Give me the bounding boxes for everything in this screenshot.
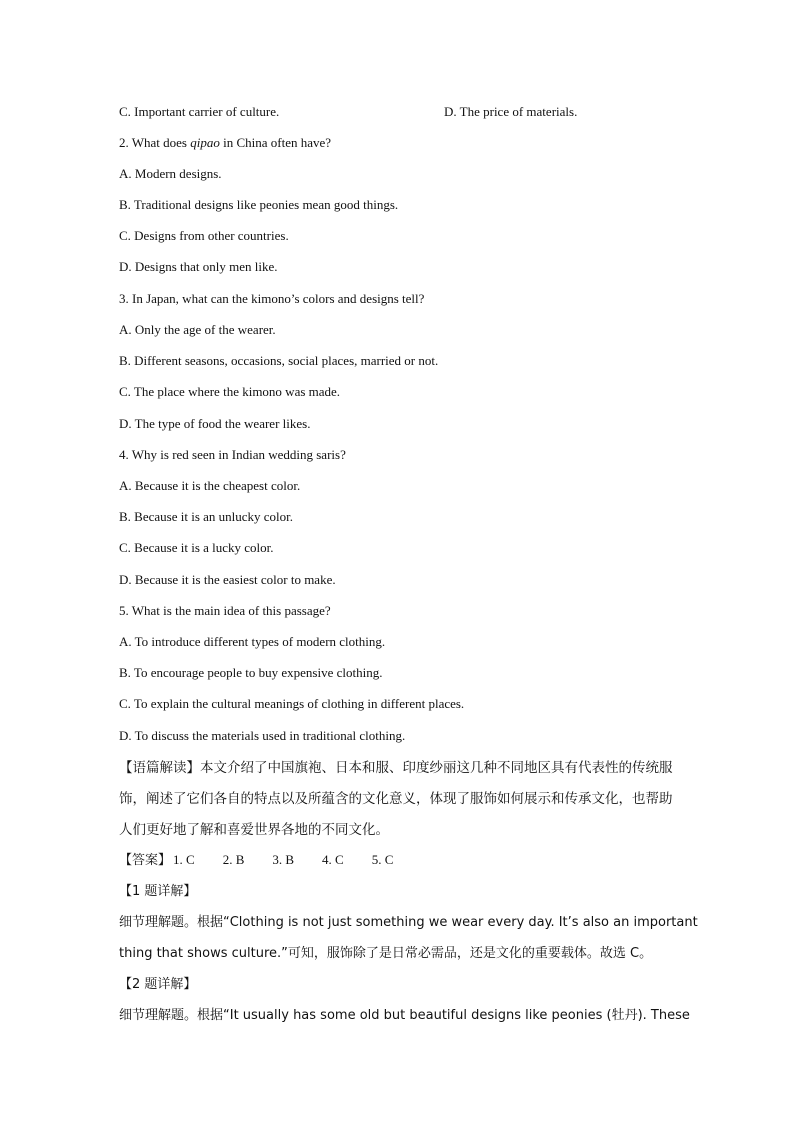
q3-stem: 3. In Japan, what can the kimono’s colors and designs tell?: [119, 291, 425, 306]
q5-option-b: B. To encourage people to buy expensive clothing.: [119, 665, 383, 680]
detail-1-line-1: 细节理解题。根据“Clothing is not just something we wear every day. It’s also an important: [119, 915, 698, 930]
q5-option-d: D. To discuss the materials used in traditional clothing.: [119, 728, 406, 743]
q2-option-d: D. Designs that only men like.: [119, 259, 278, 274]
q3-option-c: C. The place where the kimono was made.: [119, 384, 341, 399]
q3-option-a: A. Only the age of the wearer.: [119, 322, 276, 337]
detail-2-heading: 【2 题详解】: [119, 977, 197, 992]
q1-option-c: C. Important carrier of culture.: [119, 104, 280, 119]
passage-analysis: 【语篇解读】本文介绍了中国旗袍、日本和服、印度纱丽这几种不同地区具有代表性的传统服饰，阐述了它们各自的特点以及所蕴含的文化意义，体现了服饰如何展示和传承文化，也帮助人们更好地了解和喜爱世界各地的不同文化。: [119, 760, 673, 838]
answer-label: 【答案】: [119, 853, 172, 868]
q4-option-c: C. Because it is a lucky color.: [119, 540, 274, 555]
q4-option-b: B. Because it is an unlucky color.: [119, 509, 294, 524]
q3-option-d: D. The type of food the wearer likes.: [119, 416, 311, 431]
q1-option-d: D. The price of materials.: [444, 104, 578, 119]
q2-option-a: A. Modern designs.: [119, 166, 222, 181]
q3-option-b: B. Different seasons, occasions, social places, married or not.: [119, 353, 439, 368]
q5-option-a: A. To introduce different types of modern clothing.: [119, 634, 386, 649]
q4-option-a: A. Because it is the cheapest color.: [119, 478, 301, 493]
answer-2: 2. B: [222, 852, 245, 867]
q5-stem: 5. What is the main idea of this passage?: [119, 603, 331, 618]
q5-option-c: C. To explain the cultural meanings of clothing in different places.: [119, 696, 465, 711]
answer-1: 1. C: [173, 852, 195, 867]
q4-stem: 4. Why is red seen in Indian wedding saris?: [119, 447, 346, 462]
q2-stem: [119, 135, 331, 151]
q2-stem-post: in China often have?: [219, 135, 332, 150]
q2-stem-italic: qipao: [190, 135, 220, 150]
q2-option-c: C. Designs from other countries.: [119, 228, 289, 243]
answer-3: 3. B: [272, 852, 295, 867]
detail-1-heading: 【1 题详解】: [119, 884, 197, 899]
detail-2-line-1: 细节理解题。根据“It usually has some old but beautiful designs like peonies (牡丹). These: [119, 1008, 690, 1023]
q4-option-d: D. Because it is the easiest color to make.: [119, 572, 336, 587]
answer-key: [119, 852, 421, 869]
detail-1-line-2: thing that shows culture.”可知，服饰除了是日常必需品，还是文化的重要载体。故选 C。: [119, 946, 653, 961]
answer-5: 5. C: [371, 852, 394, 867]
answer-4: 4. C: [322, 852, 344, 867]
q2-stem-pre: 2. What does: [119, 135, 191, 150]
q2-option-b: B. Traditional designs like peonies mean good things.: [119, 197, 399, 212]
